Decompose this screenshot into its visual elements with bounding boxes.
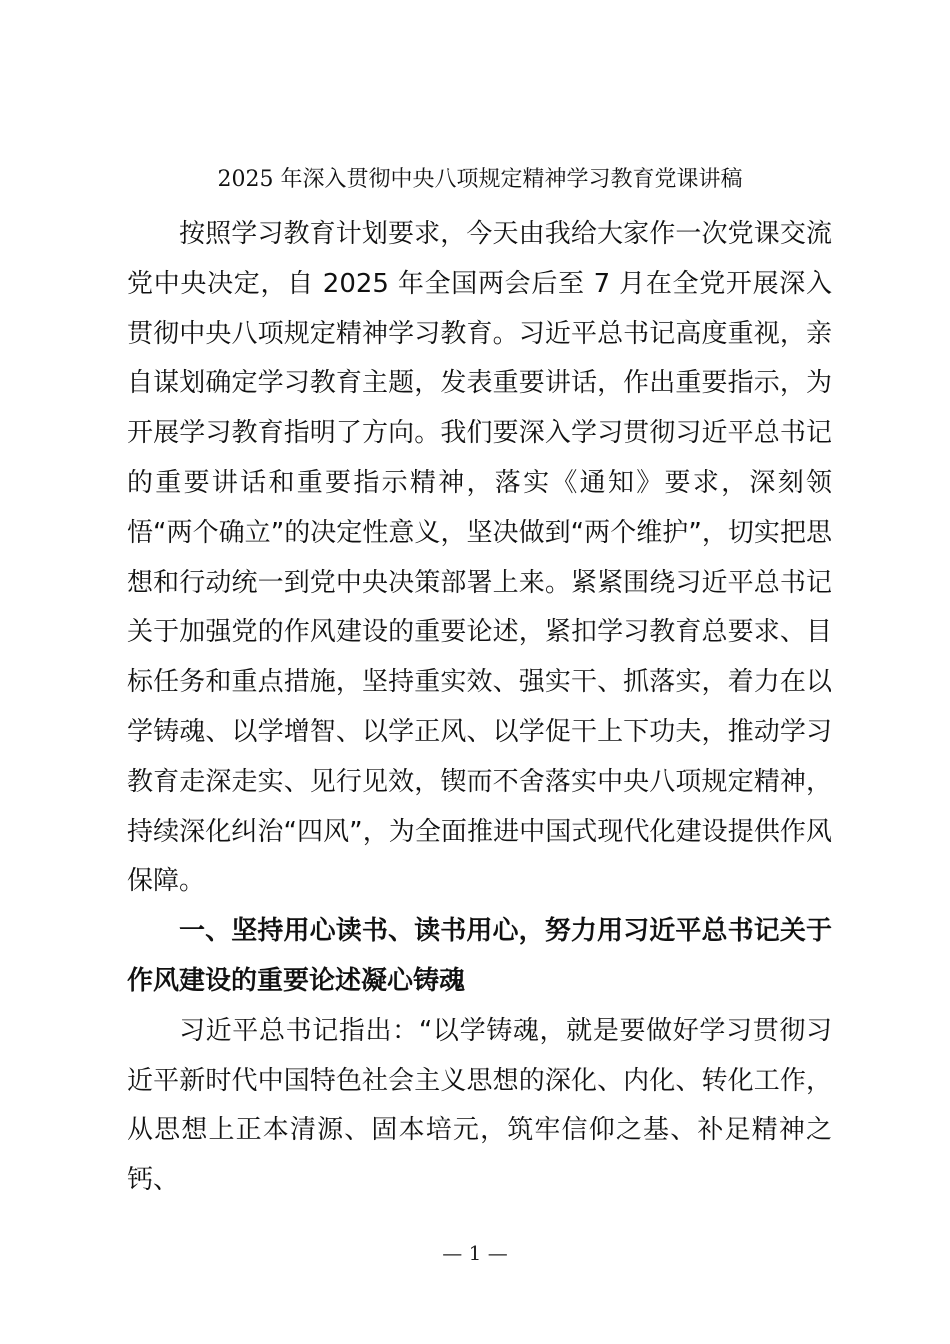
document-title: 2025 年深入贯彻中央八项规定精神学习教育党课讲稿	[217, 167, 743, 192]
body-paragraph: 按照学习教育计划要求，今天由我给大家作一次党课交流党中央决定，自 2025 年全国两会后至 7 月在全党开展深入贯彻中央八项规定精神学习教育。习近平总书记高度重视，亲自谋划确定学习教育主题，发表重要讲话，作出重要指示，为开展学习教育指明了方向。我们要深入学习贯彻习近平总书记的重要讲话和重要指示精神，落实《通知》要求，深刻领悟“两个确立”的决定性意义，坚决做到“两个维护”，切实把思想和行动统一到党中央决策部署上来。紧紧围绕习近平总书记关于加强党的作风建设的重要论述，紧扣学习教育总要求、目标任务和重点措施，坚持重实效、强实干、抓落实，着力在以学铸魂、以学增智、以学正风、以学促干上下功夫，推动学习教育走深走实、见行见效，锲而不舍落实中央八项规定精神，持续深化纠治“四风”，为全面推进中国式现代化建设提供作风保障。	[127, 219, 832, 897]
page-number: — 1 —	[442, 1241, 508, 1265]
section-heading: 一、坚持用心读书、读书用心，努力用习近平总书记关于作风建设的重要论述凝心铸魂	[127, 916, 832, 996]
body-paragraph: 习近平总书记指出：“以学铸魂，就是要做好学习贯彻习近平新时代中国特色社会主义思想的深化、内化、转化工作，从思想上正本清源、固本培元，筑牢信仰之基、补足精神之钙、	[127, 1015, 832, 1196]
document-body	[127, 210, 832, 1206]
